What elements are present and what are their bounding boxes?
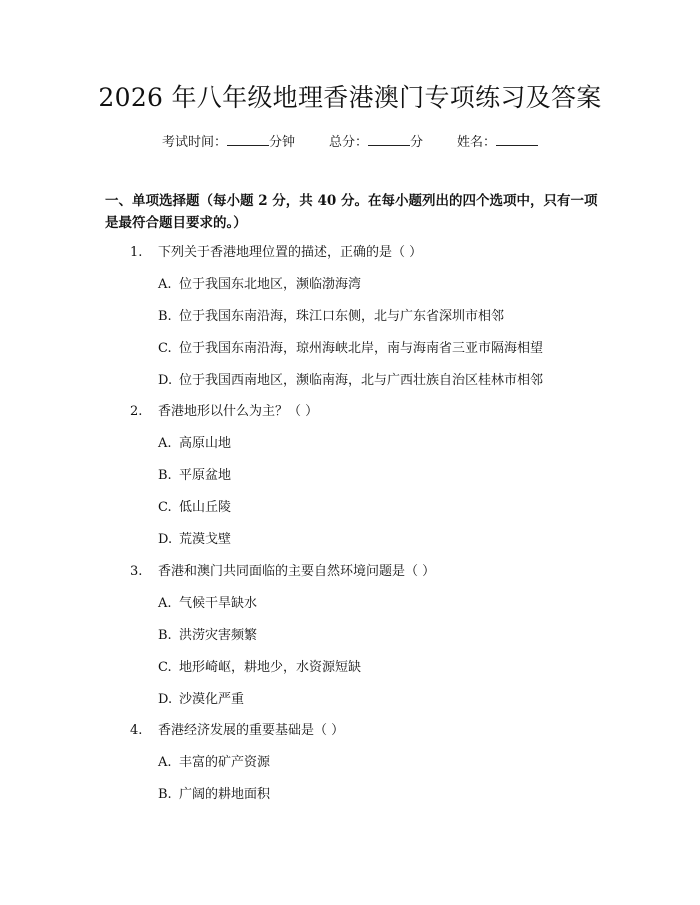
option-letter: A. [158, 277, 172, 292]
option-text: 低山丘陵 [179, 500, 232, 515]
question-text: 香港经济发展的重要基础是（ ） [158, 723, 345, 738]
exam-info-line [0, 132, 700, 153]
option-letter: D. [158, 373, 173, 388]
option-text: 高原山地 [179, 436, 232, 451]
option-text: 位于我国东南沿海，琼州海峡北岸，南与海南省三亚市隔海相望 [179, 341, 544, 356]
total-score-field [329, 132, 423, 153]
option-text: 气候干旱缺水 [179, 596, 258, 611]
option-text: 洪涝灾害频繁 [179, 628, 258, 643]
option-letter: A. [158, 755, 172, 770]
option-letter: C. [158, 500, 172, 515]
exam-time-blank [227, 132, 269, 146]
option-letter: A. [158, 436, 172, 451]
option-text: 位于我国西南地区，濒临南海，北与广西壮族自治区桂林市相邻 [179, 373, 544, 388]
question-4-option-a [158, 753, 270, 773]
question-3 [130, 562, 435, 582]
option-letter: A. [158, 596, 172, 611]
question-3-option-c [158, 658, 361, 678]
question-3-option-d [158, 690, 244, 710]
question-number: 2. [130, 404, 143, 419]
option-text: 广阔的耕地面积 [179, 787, 271, 802]
section-heading: 一、单项选择题（每小题 2 分，共 40 分。在每小题列出的四个选项中，只有一项是最符合题目要求的。） [105, 193, 598, 231]
question-3-option-a [158, 594, 257, 614]
question-2 [130, 402, 318, 422]
page-title: 2026 年八年级地理香港澳门专项练习及答案 [98, 83, 602, 112]
option-letter: B. [158, 787, 172, 802]
total-score-unit: 分 [410, 135, 424, 150]
option-text: 地形崎岖，耕地少，水资源短缺 [179, 660, 362, 675]
question-number: 3. [130, 564, 143, 579]
question-3-option-b [158, 626, 257, 646]
option-text: 丰富的矿产资源 [179, 755, 271, 770]
question-number: 1. [130, 245, 143, 260]
option-letter: C. [158, 341, 172, 356]
question-2-option-b [158, 466, 231, 486]
exam-time-label: 考试时间： [161, 135, 227, 150]
question-2-option-a [158, 434, 231, 454]
option-text: 沙漠化严重 [179, 692, 245, 707]
question-2-option-c [158, 498, 231, 518]
question-2-option-d [158, 530, 231, 550]
option-text: 位于我国东南沿海，珠江口东侧，北与广东省深圳市相邻 [179, 309, 505, 324]
name-field [457, 132, 538, 153]
option-text: 荒漠戈壁 [179, 532, 232, 547]
option-letter: B. [158, 468, 172, 483]
exam-time-unit: 分钟 [268, 135, 295, 150]
exam-time-field [162, 132, 295, 153]
question-text: 下列关于香港地理位置的描述，正确的是（ ） [158, 245, 423, 260]
name-label: 姓名： [457, 135, 497, 150]
option-text: 位于我国东北地区，濒临渤海湾 [179, 277, 362, 292]
option-letter: B. [158, 628, 172, 643]
question-4-option-b [158, 785, 270, 805]
option-letter: D. [158, 692, 173, 707]
option-letter: C. [158, 660, 172, 675]
option-text: 平原盆地 [179, 468, 232, 483]
total-score-label: 总分： [328, 135, 368, 150]
question-1-option-a [158, 275, 361, 295]
question-1 [130, 243, 422, 263]
question-1-option-c [158, 339, 543, 359]
question-text: 香港和澳门共同面临的主要自然环境问题是（ ） [158, 564, 436, 579]
question-4 [130, 721, 344, 741]
option-letter: D. [158, 532, 173, 547]
question-1-option-d [158, 371, 543, 391]
total-score-blank [368, 132, 410, 146]
question-1-option-b [158, 307, 504, 327]
question-text: 香港地形以什么为主？（ ） [158, 404, 319, 419]
question-number: 4. [130, 723, 143, 738]
name-blank [496, 132, 538, 146]
option-letter: B. [158, 309, 172, 324]
